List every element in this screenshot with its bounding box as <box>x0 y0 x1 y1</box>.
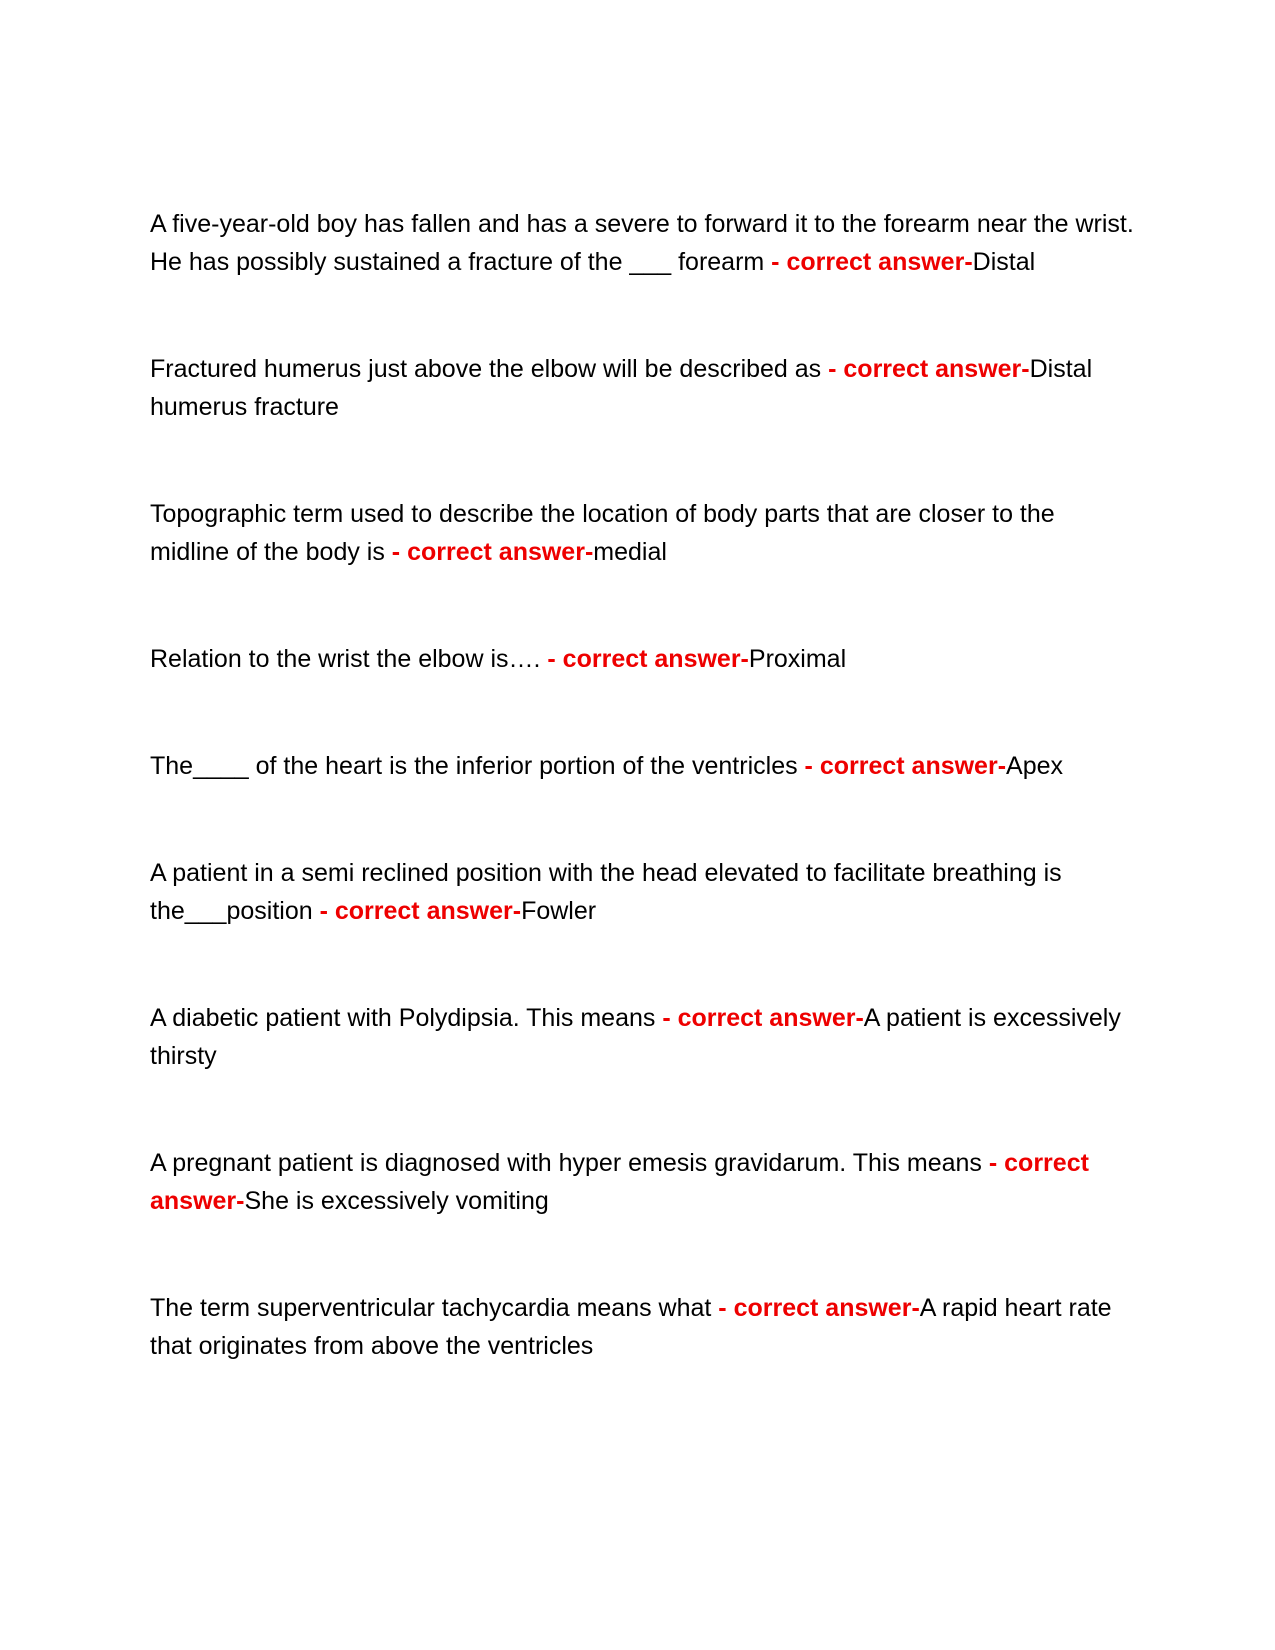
question-text: A patient in a semi reclined position with the head elevated to facilitate breathing is the___position <box>150 859 1062 925</box>
answer-text: Fowler <box>521 897 597 925</box>
correct-answer-marker: - correct answer- <box>797 752 1007 780</box>
correct-answer-marker: - correct answer- <box>540 645 749 673</box>
correct-answer-marker: - correct answer- <box>655 1004 864 1032</box>
correct-answer-marker: - correct answer- <box>384 538 594 566</box>
question-text: Relation to the wrist the elbow is…. <box>150 645 541 673</box>
qa-item <box>150 350 1135 426</box>
question-text: The term superventricular tachycardia means what <box>150 1294 712 1322</box>
qa-item <box>150 854 1135 930</box>
answer-text: Proximal <box>748 645 847 673</box>
qa-item <box>150 1144 1135 1220</box>
correct-answer-marker: - correct answer- <box>711 1294 920 1322</box>
answer-text: Apex <box>1006 752 1064 780</box>
question-text: The____ of the heart is the inferior portion of the ventricles <box>150 752 798 780</box>
answer-text: Distal humerus fracture <box>150 355 1093 421</box>
answer-text: Distal <box>972 248 1036 276</box>
question-text: Fractured humerus just above the elbow will be described as <box>150 355 822 383</box>
question-text: Topographic term used to describe the location of body parts that are closer to the midline of the body is <box>150 500 1055 566</box>
qa-list <box>150 205 1135 1434</box>
qa-item <box>150 205 1135 281</box>
correct-answer-marker: - correct answer- <box>764 248 973 276</box>
qa-item <box>150 999 1135 1075</box>
correct-answer-marker: - correct answer- <box>821 355 1030 383</box>
qa-item <box>150 1289 1135 1365</box>
question-text: A five-year-old boy has fallen and has a severe to forward it to the forearm near the wrist. He has possibly sustained a fracture of the ___ forearm <box>150 210 1134 276</box>
answer-text: A rapid heart rate that originates from above the ventricles <box>150 1294 1112 1360</box>
answer-text: medial <box>593 538 667 566</box>
question-text: A diabetic patient with Polydipsia. This means <box>150 1004 656 1032</box>
qa-item <box>150 747 1135 785</box>
correct-answer-marker: - correct answer- <box>150 1149 1089 1215</box>
question-text: A pregnant patient is diagnosed with hyper emesis gravidarum. This means <box>150 1149 982 1177</box>
answer-text: She is excessively vomiting <box>244 1187 549 1215</box>
correct-answer-marker: - correct answer- <box>312 897 522 925</box>
qa-item <box>150 495 1135 571</box>
qa-item <box>150 640 1135 678</box>
answer-text: A patient is excessively thirsty <box>150 1004 1121 1070</box>
